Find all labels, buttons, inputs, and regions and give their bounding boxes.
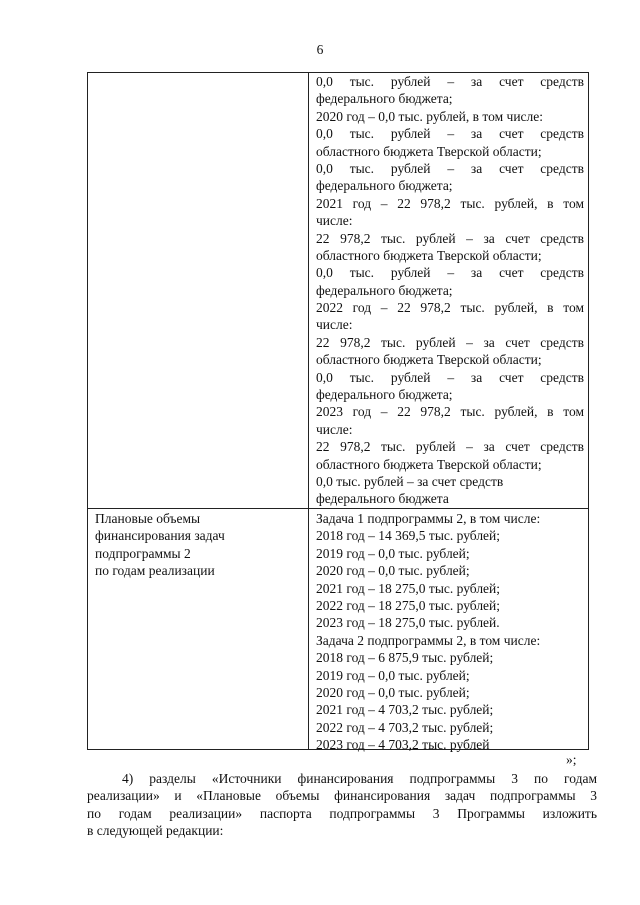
closing-quote-mark: »; <box>566 752 577 767</box>
text-line: 0,0 тыс. рублей – за счет средств <box>316 473 504 489</box>
text-line: областного бюджета Тверской области; <box>316 143 542 159</box>
body-paragraph <box>87 770 597 840</box>
text-line: 0,0 тыс. рублей – за счет средств <box>316 74 584 89</box>
task-funding-cell <box>316 510 584 753</box>
text-line: 2023 год – 22 978,2 тыс. рублей, в том <box>316 404 584 420</box>
text-line: по годам реализации <box>95 563 215 579</box>
text-line: 22 978,2 тыс. рублей – за счет средств <box>316 439 584 455</box>
text-line: Задача 2 подпрограммы 2, в том числе: <box>316 632 541 648</box>
text-line: 2021 год – 22 978,2 тыс. рублей, в том <box>316 195 584 211</box>
text-line: числе: <box>316 213 353 229</box>
text-line: 2021 год – 18 275,0 тыс. рублей; <box>316 580 501 596</box>
text-line: областного бюджета Тверской области; <box>316 352 542 368</box>
text-line: 22 978,2 тыс. рублей – за счет средств <box>316 230 584 246</box>
text-line: числе: <box>316 421 353 437</box>
text-line: 22 978,2 тыс. рублей – за счет средств <box>316 334 584 350</box>
text-line: подпрограммы 2 <box>95 545 191 561</box>
text-line: 0,0 тыс. рублей – за счет средств <box>316 369 584 385</box>
text-line: Плановые объемы <box>95 511 201 526</box>
text-line: 2020 год – 0,0 тыс. рублей; <box>316 563 470 579</box>
text-line: Задача 1 подпрограммы 2, в том числе: <box>316 511 541 526</box>
text-line: федерального бюджета; <box>316 91 453 107</box>
text-line: 0,0 тыс. рублей – за счет средств <box>316 126 584 142</box>
text-line: 2020 год – 0,0 тыс. рублей; <box>316 684 470 700</box>
section-title-cell <box>95 510 303 580</box>
text-line: по годам реализации» паспорта подпрограммы 3 Программы изложить <box>87 805 597 821</box>
passport-table <box>87 72 589 753</box>
text-line: 2018 год – 14 369,5 тыс. рублей; <box>316 528 501 544</box>
text-line: федерального бюджета; <box>316 178 453 194</box>
text-line: 2023 год – 18 275,0 тыс. рублей. <box>316 615 500 631</box>
text-line: финансирования задач <box>95 528 225 544</box>
text-line: 2020 год – 0,0 тыс. рублей, в том числе: <box>316 108 544 124</box>
text-line: 0,0 тыс. рублей – за счет средств <box>316 160 584 176</box>
text-line: 2021 год – 4 703,2 тыс. рублей; <box>316 702 494 718</box>
text-line: 2022 год – 22 978,2 тыс. рублей, в том <box>316 300 584 316</box>
text-line: 2019 год – 0,0 тыс. рублей; <box>316 545 470 561</box>
text-line: реализации» и «Плановые объемы финансирования задач подпрограммы 3 <box>87 788 597 804</box>
text-line: федерального бюджета <box>316 491 449 507</box>
text-line: областного бюджета Тверской области; <box>316 247 542 263</box>
table-column-divider <box>308 73 309 749</box>
funding-sources-cell <box>316 73 584 508</box>
text-line: 2019 год – 0,0 тыс. рублей; <box>316 667 470 683</box>
text-line: в следующей редакции: <box>87 823 224 839</box>
text-line: 2018 год – 6 875,9 тыс. рублей; <box>316 650 494 666</box>
text-line: 2022 год – 18 275,0 тыс. рублей; <box>316 597 501 613</box>
table-row-divider <box>88 508 588 509</box>
text-line: 0,0 тыс. рублей – за счет средств <box>316 265 584 281</box>
text-line: федерального бюджета; <box>316 387 453 403</box>
page-number: 6 <box>316 42 324 57</box>
text-line: 2023 год – 4 703,2 тыс. рублей <box>316 737 490 753</box>
text-line: числе: <box>316 317 353 333</box>
text-line: областного бюджета Тверской области; <box>316 456 542 472</box>
text-line: 4) разделы «Источники финансирования подпрограммы 3 по годам <box>122 771 597 786</box>
text-line: федерального бюджета; <box>316 282 453 298</box>
text-line: 2022 год – 4 703,2 тыс. рублей; <box>316 719 494 735</box>
